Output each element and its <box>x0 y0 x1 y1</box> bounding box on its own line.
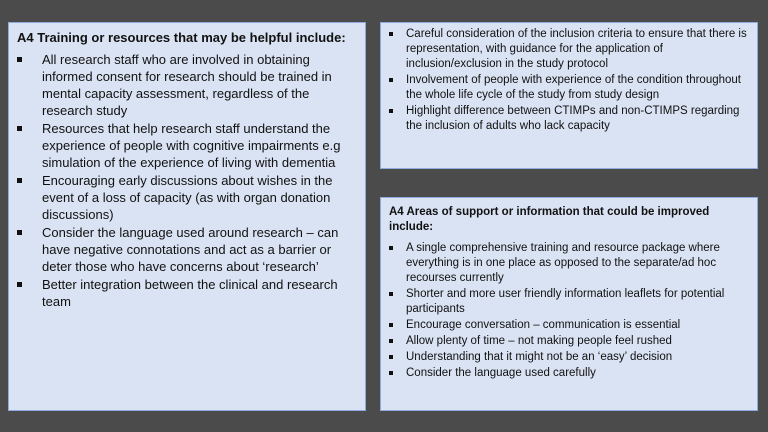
list-item: Involvement of people with experience of the condition throughout the whole life cycle of the study from study design <box>389 73 749 103</box>
list-item: Consider the language used around research – can have negative connotations and act as a barrier or deter those who have concerns about ‘research’ <box>17 224 357 275</box>
training-resources-list <box>17 51 357 310</box>
list-item: Highlight difference between CTIMPs and non-CTIMPS regarding the inclusion of adults who lack capacity <box>389 104 749 134</box>
list-item: Better integration between the clinical and research team <box>17 276 357 310</box>
training-resources-panel <box>8 22 366 411</box>
list-item: All research staff who are involved in obtaining informed consent for research should be trained in mental capacity assessment, regardless of the research study <box>17 51 357 119</box>
list-item: Understanding that it might not be an ‘easy’ decision <box>389 350 749 365</box>
considerations-list <box>389 27 749 134</box>
list-item: A single comprehensive training and resource package where everything is in one place as opposed to the separate/ad hoc recourses currently <box>389 241 749 286</box>
list-item: Allow plenty of time – not making people feel rushed <box>389 334 749 349</box>
training-resources-heading: A4 Training or resources that may be helpful include: <box>17 30 346 45</box>
considerations-panel <box>380 22 758 169</box>
support-areas-heading: A4 Areas of support or information that could be improved include: <box>389 206 710 233</box>
list-item: Resources that help research staff understand the experience of people with cognitive impairments e.g simulation of the experience of living with dementia <box>17 120 357 171</box>
list-item: Careful consideration of the inclusion criteria to ensure that there is representation, with guidance for the application of inclusion/exclusion in the study protocol <box>389 27 749 72</box>
list-item: Consider the language used carefully <box>389 366 749 381</box>
support-areas-panel <box>380 197 758 411</box>
list-item: Shorter and more user friendly information leaflets for potential participants <box>389 287 749 317</box>
list-item: Encourage conversation – communication is essential <box>389 318 749 333</box>
list-item: Encouraging early discussions about wishes in the event of a loss of capacity (as with organ donation discussions) <box>17 172 357 223</box>
support-areas-list <box>389 241 749 381</box>
